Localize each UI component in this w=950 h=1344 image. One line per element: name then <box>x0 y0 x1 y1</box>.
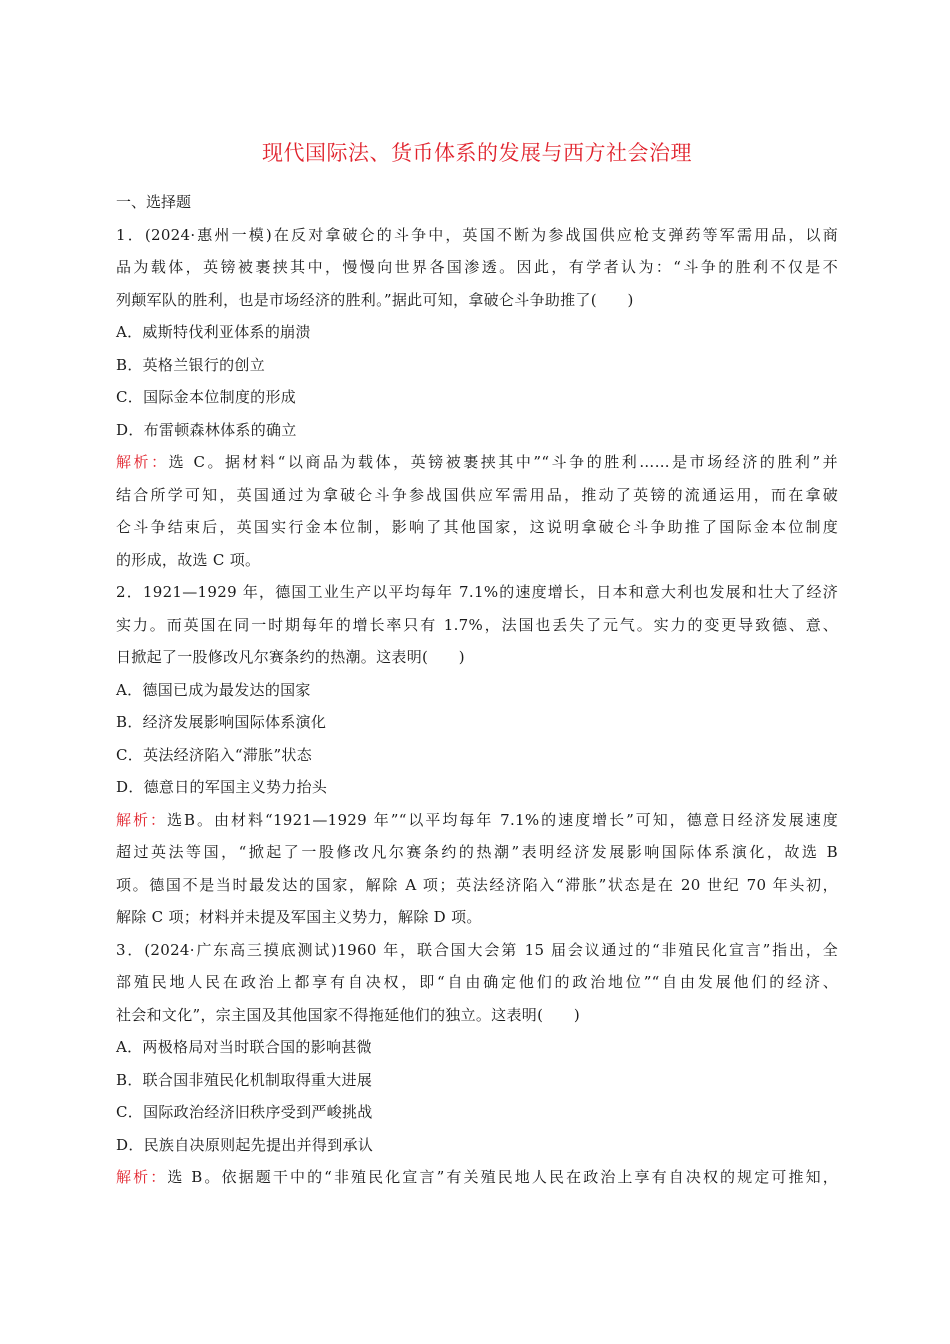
option-c: C．英法经济陷入“滞胀”状态 <box>116 745 313 764</box>
option-a: A．威斯特伐利亚体系的崩溃 <box>116 323 311 341</box>
question-stem-line: 3．(2024·广东高三摸底测试)1960 年，联合国大会第 15 届会议通过的“非殖民化宣言”指出，全 <box>116 940 838 959</box>
option-b: B．英格兰银行的创立 <box>116 355 266 374</box>
question-stem-line: 品为载体，英镑被裹挟其中，慢慢向世界各国渗透。因此，有学者认为：“斗争的胜利不仅是不 <box>116 258 838 276</box>
question-3 <box>116 934 838 1194</box>
option-b: B．联合国非殖民化机制取得重大进展 <box>116 1070 373 1089</box>
option-d: D．布雷顿森林体系的确立 <box>116 420 297 439</box>
analysis-line: 的形成，故选 C 项。 <box>116 550 261 569</box>
question-stem-line: 列颠军队的胜利，也是市场经济的胜利。”据此可知，拿破仑斗争助推了( ) <box>116 290 634 309</box>
question-2 <box>116 576 838 934</box>
analysis-line: 结合所学可知，英国通过为拿破仑斗争参战国供应军需用品，推动了英镑的流通运用，而在拿破 <box>116 485 838 504</box>
analysis-line: 解除 C 项；材料并未提及军国主义势力，解除 D 项。 <box>116 908 482 926</box>
analysis-label: 解析： <box>116 453 169 471</box>
analysis-line: 解析：选 B。依据题干中的“非殖民化宣言”有关殖民地人民在政治上享有自决权的规定可推知， <box>116 1168 838 1186</box>
option-d: D．民族自决原则起先提出并得到承认 <box>116 1135 374 1154</box>
document-title: 现代国际法、货币体系的发展与西方社会治理 <box>262 141 692 165</box>
analysis-line: 解析：选B。由材料“1921—1929 年”“以平均每年 7.1%的速度增长”可知，德意日经济发展速度 <box>116 810 838 829</box>
question-stem-line: 2．1921—1929 年，德国工业生产以平均每年 7.1%的速度增长，日本和意大利也发展和壮大了经济 <box>116 583 838 601</box>
analysis-label: 解析： <box>116 1168 168 1186</box>
analysis-line: 解析：选 C。据材料“以商品为载体，英镑被裹挟其中”“斗争的胜利……是市场经济的胜利”并 <box>116 453 838 471</box>
analysis-line: 超过英法等国，“掀起了一股修改凡尔赛条约的热潮”表明经济发展影响国际体系演化，故选 B <box>116 843 838 861</box>
option-b: B．经济发展影响国际体系演化 <box>116 713 327 731</box>
analysis-line: 项。德国不是当时最发达的国家，解除 A 项；英法经济陷入“滞胀”状态是在 20 世纪 70 年头初， <box>116 875 838 894</box>
analysis-line: 仑斗争结束后，英国实行金本位制，影响了其他国家，这说明拿破仑斗争助推了国际金本位制度 <box>116 518 838 536</box>
option-a: A．德国已成为最发达的国家 <box>116 680 311 699</box>
option-c: C．国际金本位制度的形成 <box>116 388 297 406</box>
question-stem-line: 日掀起了一股修改凡尔赛条约的热潮。这表明( ) <box>116 648 465 666</box>
question-stem-line: 1．(2024·惠州一模)在反对拿破仑的斗争中，英国不断为参战国供应枪支弹药等军需用品，以商 <box>116 225 838 244</box>
option-a: A．两极格局对当时联合国的影响甚微 <box>116 1038 372 1056</box>
analysis-label: 解析： <box>116 810 167 829</box>
option-c: C．国际政治经济旧秩序受到严峻挑战 <box>116 1103 373 1121</box>
section-heading: 一、选择题 <box>116 193 192 211</box>
question-stem-line: 实力。而英国在同一时期每年的增长率只有 1.7%，法国也丢失了元气。实力的变更导致德、意、 <box>116 615 838 634</box>
option-d: D．德意日的军国主义势力抬头 <box>116 778 328 796</box>
question-stem-line: 部殖民地人民在政治上都享有自决权，即“自由确定他们的政治地位”“自由发展他们的经济、 <box>116 973 838 991</box>
question-1 <box>116 219 838 577</box>
question-stem-line: 社会和文化”，宗主国及其他国家不得拖延他们的独立。这表明( ) <box>116 1005 580 1024</box>
